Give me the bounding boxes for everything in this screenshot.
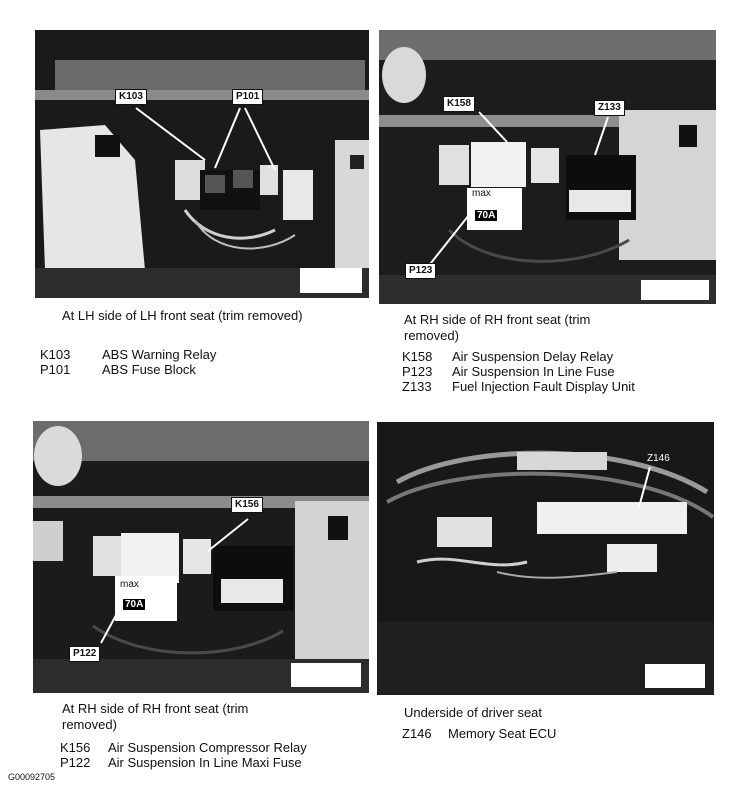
legend-desc: Air Suspension In Line Maxi Fuse — [108, 755, 302, 770]
fuse-rating-label: 70A — [125, 599, 144, 610]
callout-p123: P123 — [405, 263, 436, 279]
caption-driver-seat-underside: Underside of driver seat — [404, 705, 543, 720]
photo-driver-seat-underside — [377, 422, 714, 695]
legend-row — [40, 347, 216, 362]
legend-driver-seat-underside — [402, 726, 556, 741]
callout-z133: Z133 — [594, 100, 625, 116]
photo-rh-front-seat-a — [379, 30, 716, 304]
legend-desc: ABS Fuse Block — [102, 362, 196, 377]
callout-p101: P101 — [232, 89, 263, 105]
legend-desc: Fuel Injection Fault Display Unit — [452, 379, 635, 394]
photo-lh-front-seat-illustration — [35, 30, 369, 298]
callout-k103: K103 — [115, 89, 147, 105]
legend-code: Z133 — [402, 379, 432, 394]
caption-lh-front-seat: At LH side of LH front seat (trim removed) — [62, 308, 303, 323]
legend-rh-front-seat-a — [402, 349, 635, 394]
callout-k156: K156 — [231, 497, 263, 513]
legend-lh-front-seat — [40, 347, 216, 377]
legend-code: P101 — [40, 362, 71, 377]
legend-desc: Air Suspension Delay Relay — [452, 349, 614, 364]
legend-desc: ABS Warning Relay — [102, 347, 217, 362]
callout-k158: K158 — [443, 96, 475, 112]
legend-code: Z146 — [402, 726, 432, 741]
legend-row — [60, 755, 307, 770]
legend-code: K103 — [40, 347, 71, 362]
fuse-max-label: max — [472, 188, 491, 199]
callout-z146: Z146 — [647, 453, 670, 464]
legend-code: P122 — [60, 755, 91, 770]
fuse-max-label: max — [120, 579, 139, 590]
legend-code: K158 — [402, 349, 433, 364]
legend-code: P123 — [402, 364, 433, 379]
legend-rh-front-seat-b — [60, 740, 307, 770]
legend-row — [60, 740, 307, 755]
figure-id: G00092705 — [8, 772, 56, 782]
photo-rh-front-seat-b — [33, 421, 369, 693]
legend-code: K156 — [60, 740, 91, 755]
legend-row — [402, 349, 635, 364]
legend-row — [40, 362, 216, 377]
legend-desc: Air Suspension In Line Fuse — [452, 364, 615, 379]
fuse-rating-label: 70A — [477, 210, 496, 221]
legend-desc: Air Suspension Compressor Relay — [108, 740, 307, 755]
legend-row — [402, 364, 635, 379]
caption-rh-front-seat-b: At RH side of RH front seat (trim removed) — [62, 701, 249, 732]
caption-rh-front-seat-a: At RH side of RH front seat (trim removed) — [404, 312, 591, 343]
callout-p122: P122 — [69, 646, 100, 662]
legend-desc: Memory Seat ECU — [448, 726, 557, 741]
photo-lh-front-seat — [35, 30, 369, 298]
legend-row — [402, 726, 556, 741]
legend-row — [402, 379, 635, 394]
